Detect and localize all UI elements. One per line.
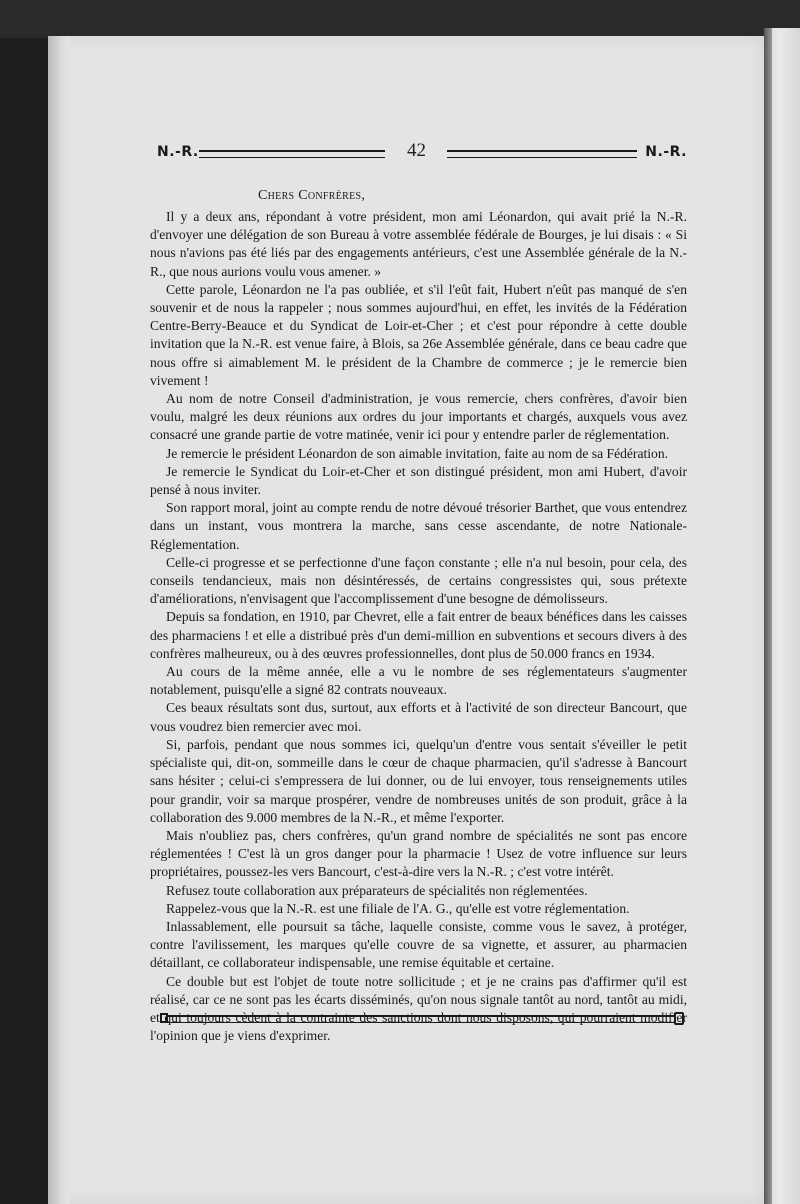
paragraph: Ce double but est l'objet de toute notre sollicitude ; et je ne crains pas d'affirmer qu'il est réalisé, car ce ne sont pas les écarts disséminés, qu'on nous signale tantôt au nord, tantôt au midi, et qui toujours cèdent à la contrainte des sanctions dont nous disposons, qui pourraient modifier l'opinion que je viens d'exprimer. (150, 973, 687, 1044)
paragraph: Si, parfois, pendant que nous sommes ici, quelqu'un d'entre vous sentait s'éveiller le petit spécialiste qui, dit-on, sommeille dans le cœur de chaque pharmacien, qu'il s'adresse à Bancourt sans hésiter ; celui-ci s'empressera de lui donner, ou de lui envoyer, tous renseignements utiles pour grandir, voir sa marque prospérer, vendre de nombreuses unités de son produit, grâce à la collaboration des 9.000 membres de la N.-R., et même l'exporter. (150, 736, 687, 825)
paragraph: Je remercie le président Léonardon de son aimable invitation, faite au nom de sa Fédération. (166, 445, 669, 461)
scan-background (0, 0, 800, 38)
footer-ornament-rule (160, 1013, 684, 1025)
running-header (157, 140, 687, 166)
paragraph: Celle-ci progresse et se perfectionne d'une façon constante ; elle n'a nul besoin, pour cela, des conseils tendancieux, mais non désintéressés, de certains congressistes qui, sous prétexte d'améliorations, n'envisagent que l'accomplissement d'une besogne de démolisseurs. (150, 554, 687, 607)
paragraph: Inlassablement, elle poursuit sa tâche, laquelle consiste, comme vous le savez, à protéger, contre l'avilissement, les marques qu'elle couvre de sa vignette, et assurer, au pharmacien détaillant, ce collaborateur indispensable, une remise équitable et certaine. (150, 918, 687, 971)
adjacent-page-edge (764, 28, 800, 1204)
paragraph: Rappelez-vous que la N.-R. est une filiale de l'A. G., qu'elle est votre réglementation. (166, 900, 630, 916)
paragraph: Depuis sa fondation, en 1910, par Chevret, elle a fait entrer de beaux bénéfices dans les caisses des pharmaciens ! et elle a distribué près d'un demi-million en subventions et secours divers à des confrères malheureux, ou à des œuvres professionnelles, dont plus de 50.000 francs en 1934. (150, 609, 687, 661)
header-rule-left (199, 150, 385, 158)
footer-rule-bar (168, 1015, 674, 1023)
paragraph: Son rapport moral, joint au compte rendu de notre dévoué trésorier Barthet, que vous entendrez dans un instant, vous montrera la marche, sans cesse ascendante, de notre Nationale-Réglementation. (150, 500, 687, 552)
header-right-label: N.-R. (645, 144, 687, 160)
header-left-label: N.-R. (157, 144, 199, 160)
footer-rule-right-cap (674, 1012, 684, 1025)
paragraph: Il y a deux ans, répondant à votre président, mon ami Léonardon, qui avait prié la N.-R. d'envoyer une délégation de son Bureau à votre assemblée fédérale de Bourges, je lui disais : « Si nous n'avions pas été liés par des engagements antérieurs, c'est une Assemblée générale de la N.-R., que nous aurions voulu vous amener. » (150, 209, 687, 279)
header-rule-right (447, 150, 637, 158)
paragraph: Refusez toute collaboration aux préparateurs de spécialités non réglementées. (166, 882, 588, 898)
page-number: 42 (407, 140, 426, 161)
footer-rule-left-cap (160, 1013, 168, 1023)
paragraph: Au cours de la même année, elle a vu le nombre de ses réglementateurs s'augmenter notablement, puisqu'elle a signé 82 contrats nouveaux. (150, 664, 687, 698)
page-edge-shadow (48, 36, 70, 1204)
paragraph: Mais n'oubliez pas, chers confrères, qu'un grand nombre de spécialités ne sont pas encore réglementées ! C'est là un gros danger pour la pharmacie ! Usez de votre influence sur leurs propriétaires, poussez-les vers Bancourt, c'est-à-dire vers la N.-R. ; c'est votre intérêt. (150, 827, 687, 880)
paragraph: Ces beaux résultats sont dus, surtout, aux efforts et à l'activité de son directeur Bancourt, que vous voudrez bien remercier avec moi. (150, 700, 687, 734)
salutation: Chers Confrères, (258, 188, 366, 203)
binding-gutter (764, 28, 772, 1204)
paragraph: Je remercie le Syndicat du Loir-et-Cher et son distingué président, mon ami Hubert, d'avoir pensé à nous inviter. (150, 463, 687, 498)
paragraph: Cette parole, Léonardon ne l'a pas oubliée, et s'il l'eût fait, Hubert n'eût pas manqué de s'en souvenir et de nous la rappeler ; nous sommes aujourd'hui, en effet, les invités de la Fédération Centre-Berry-Beauce et du Syndicat de Loir-et-Cher ; et c'est pour répondre à cette double invitation que la N.-R. est venue faire, à Blois, sa 26e Assemblée générale, dans ce beau cadre que nous offre si aimablement M. le président de la Chambre de commerce ; je le remercie bien vivement ! (150, 281, 687, 388)
letter-body (150, 208, 687, 1045)
paragraph: Au nom de notre Conseil d'administration, je vous remercie, chers confrères, d'avoir bien voulu, malgré les deux réunions aux ordres du jour importants et chargés, auxquels vous avez consacré une grande partie de votre matinée, venir ici pour y entendre parler de réglementation. (150, 391, 687, 443)
